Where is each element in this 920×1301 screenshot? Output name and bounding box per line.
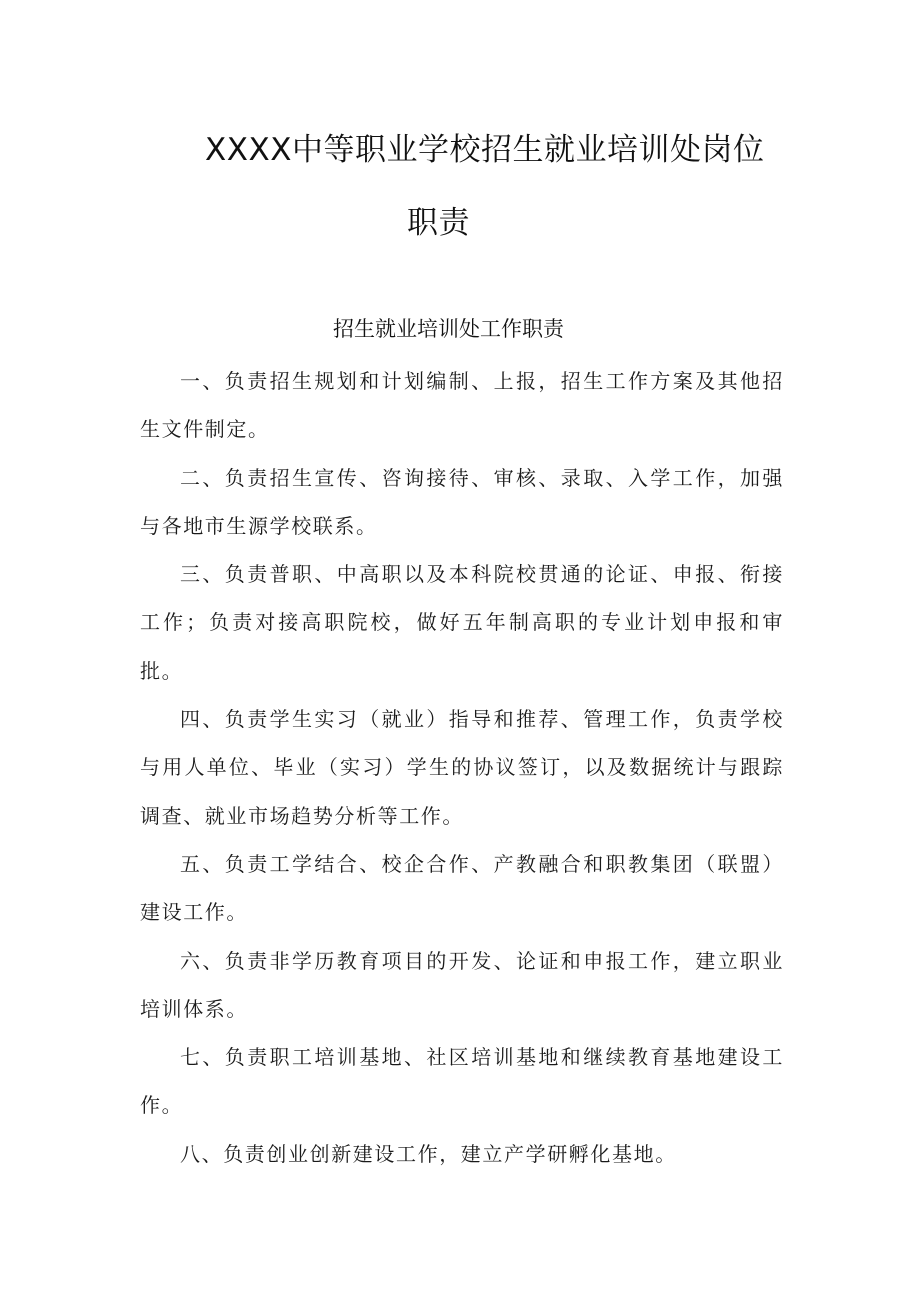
duty-item-1: 一、负责招生规划和计划编制、上报，招生工作方案及其他招生文件制定。 [140, 369, 784, 442]
duty-item-8: 八、负责创业创新建设工作，建立产学研孵化基地。 [180, 1141, 677, 1166]
duty-item-4: 四、负责学生实习（就业）指导和推荐、管理工作，负责学校与用人单位、毕业（实习）学生的协议签订，以及数据统计与跟踪调查、就业市场趋势分析等工作。 [140, 707, 784, 828]
duty-item-3: 三、负责普职、中高职以及本科院校贯通的论证、申报、衔接工作；负责对接高职院校，做好五年制高职的专业计划申报和审批。 [140, 562, 784, 683]
duty-item-2: 二、负责招生宣传、咨询接待、审核、录取、入学工作，加强与各地市生源学校联系。 [140, 465, 784, 538]
document-title-line-2: 职责 [407, 205, 470, 241]
duties-list [140, 357, 784, 1178]
duty-item-7: 七、负责职工培训基地、社区培训基地和继续教育基地建设工作。 [140, 1045, 784, 1118]
document-title-line-1: XXXX中等职业学校招生就业培训处岗位 [205, 132, 765, 168]
section-heading: 招生就业培训处工作职责 [333, 317, 564, 341]
duty-item-6: 六、负责非学历教育项目的开发、论证和申报工作，建立职业培训体系。 [140, 948, 784, 1021]
duty-item-5: 五、负责工学结合、校企合作、产教融合和职教集团（联盟）建设工作。 [140, 851, 784, 925]
